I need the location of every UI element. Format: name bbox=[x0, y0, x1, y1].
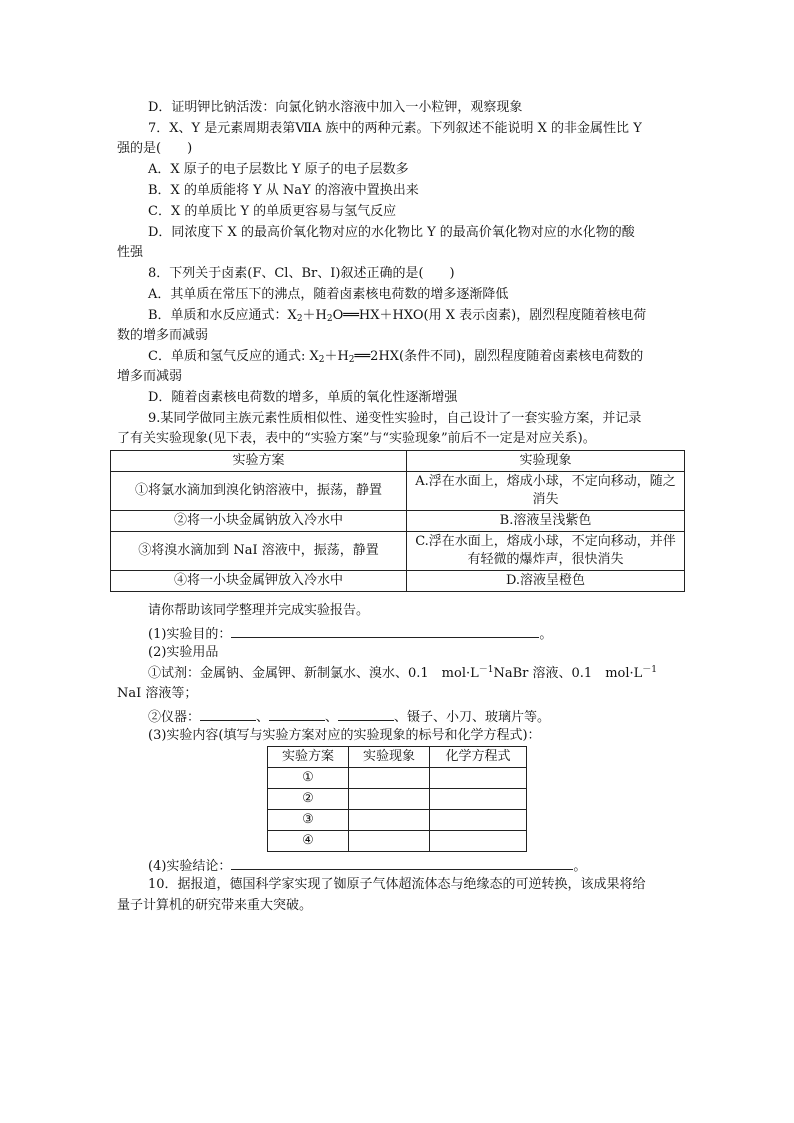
q10-line2: 量子计算机的研究带来重大突破。 bbox=[117, 898, 313, 913]
phenomenon-cell[interactable] bbox=[349, 831, 430, 852]
q9-stem-line2: 了有关实验现象(见下表，表中的“实验方案”与“实验现象”前后不一定是对应关系)。 bbox=[117, 431, 596, 446]
q9-help-text: 请你帮助该同学整理并完成实验报告。 bbox=[148, 603, 370, 618]
q9-part2-label: (2)实验用品 bbox=[148, 645, 219, 660]
table-cell: ① bbox=[268, 768, 349, 789]
instrument-blank-3[interactable] bbox=[338, 706, 394, 721]
phenomenon-cell[interactable] bbox=[349, 768, 430, 789]
experiment-table bbox=[110, 450, 685, 592]
table-row bbox=[268, 831, 527, 852]
q7-option-d-line1: D．同浓度下 X 的最高价氧化物对应的水化物比 Y 的最高价氧化物对应的水化物的酸 bbox=[148, 225, 635, 240]
phenomenon-cell[interactable] bbox=[349, 789, 430, 810]
q8-option-c-line1: C．单质和氢气反应的通式: $X_2+H_2══2HX$(条件不同)，剧烈程度随着卤素核电荷数的 bbox=[148, 349, 644, 365]
q9-part4: (4)实验结论： 。 bbox=[148, 855, 586, 876]
q9-stem-line1: 9.某同学做同主族元素性质相似性、递变性实验时，自己设计了一套实验方案，并记录 bbox=[148, 411, 642, 426]
table-row bbox=[111, 571, 685, 592]
table-header: 实验现象 bbox=[407, 451, 685, 472]
table-row bbox=[268, 810, 527, 831]
table-cell: ② bbox=[268, 789, 349, 810]
table-header: 化学方程式 bbox=[430, 747, 527, 768]
table-header: 实验方案 bbox=[268, 747, 349, 768]
equation-cell[interactable] bbox=[430, 831, 527, 852]
table-cell: B.溶液呈浅紫色 bbox=[407, 511, 685, 532]
q9-instruments: ②仪器： 、 、 、镊子、小刀、玻璃片等。 bbox=[148, 706, 550, 727]
q8-option-c-line2: 增多而减弱 bbox=[117, 369, 183, 384]
table-cell: ③将溴水滴加到 NaI 溶液中，振荡，静置 bbox=[111, 532, 407, 571]
table-cell: ④ bbox=[268, 831, 349, 852]
table-cell: ②将一小块金属钠放入冷水中 bbox=[111, 511, 407, 532]
answer-table bbox=[267, 746, 527, 852]
table-cell: ③ bbox=[268, 810, 349, 831]
q7-option-b: B．X 的单质能将 Y 从 NaY 的溶液中置换出来 bbox=[148, 183, 419, 198]
q8-option-b-line1: B．单质和水反应通式：$X_2+H_2O══HX+HXO$(用 X 表示卤素)，剧烈程度随着核电荷 bbox=[148, 308, 647, 324]
table-cell: ④将一小块金属钾放入冷水中 bbox=[111, 571, 407, 592]
table-header: 实验现象 bbox=[349, 747, 430, 768]
q8-option-d: D．随着卤素核电荷数的增多，单质的氧化性逐渐增强 bbox=[148, 390, 458, 405]
q9-reagents-line1: ①试剂：金属钠、金属钾、新制氯水、溴水、0.1 $mol\cdot L^{-1}NaBr$ 溶液、0.1 $mol\cdot L^{-1}$ bbox=[148, 665, 658, 681]
conclusion-blank[interactable] bbox=[231, 855, 573, 870]
q10-line1: 10．据报道，德国科学家实现了铷原子气体超流体态与绝缘态的可逆转换，该成果将给 bbox=[148, 877, 646, 892]
phenomenon-cell[interactable] bbox=[349, 810, 430, 831]
purpose-blank[interactable] bbox=[231, 623, 539, 638]
instrument-blank-1[interactable] bbox=[200, 706, 256, 721]
q7-stem-line1: 7．X、Y 是元素周期表第ⅦA 族中的两种元素。下列叙述不能说明 X 的非金属性比 Y bbox=[148, 121, 642, 136]
q8-option-a: A．其单质在常压下的沸点，随着卤素核电荷数的增多逐渐降低 bbox=[148, 287, 509, 302]
q7-stem-line2: 强的是( ) bbox=[117, 141, 193, 156]
equation-cell[interactable] bbox=[430, 789, 527, 810]
equation-cell[interactable] bbox=[430, 810, 527, 831]
table-cell: C.浮在水面上，熔成小球，不定向移动，并伴有轻微的爆炸声，很快消失 bbox=[407, 532, 685, 571]
q8-stem: 8．下列关于卤素(F、Cl、Br、I)叙述正确的是( ) bbox=[148, 266, 455, 281]
table-header: 实验方案 bbox=[111, 451, 407, 472]
table-header-row bbox=[111, 451, 685, 472]
table-row bbox=[111, 472, 685, 511]
q6-option-d: D．证明钾比钠活泼：向氯化钠水溶液中加入一小粒钾，观察现象 bbox=[148, 100, 523, 115]
q9-part1: (1)实验目的： 。 bbox=[148, 623, 552, 644]
table-row bbox=[268, 789, 527, 810]
q9-part3-label: (3)实验内容(填写与实验方案对应的实验现象的标号和化学方程式)： bbox=[148, 728, 541, 743]
table-cell: ①将氯水滴加到溴化钠溶液中，振荡，静置 bbox=[111, 472, 407, 511]
q7-option-d-line2: 性强 bbox=[117, 245, 144, 260]
table-row bbox=[111, 511, 685, 532]
q7-option-c: C．X 的单质比 Y 的单质更容易与氢气反应 bbox=[148, 204, 397, 219]
table-cell: D.溶液呈橙色 bbox=[407, 571, 685, 592]
q8-option-b-line2: 数的增多而减弱 bbox=[117, 328, 209, 343]
table-row bbox=[268, 768, 527, 789]
table-header-row bbox=[268, 747, 527, 768]
q7-option-a: A．X 原子的电子层数比 Y 原子的电子层数多 bbox=[148, 162, 409, 177]
equation-cell[interactable] bbox=[430, 768, 527, 789]
instrument-blank-2[interactable] bbox=[269, 706, 325, 721]
q9-reagents-line2: NaI 溶液等； bbox=[117, 686, 198, 701]
table-row bbox=[111, 532, 685, 571]
table-cell: A.浮在水面上，熔成小球，不定向移动，随之消失 bbox=[407, 472, 685, 511]
